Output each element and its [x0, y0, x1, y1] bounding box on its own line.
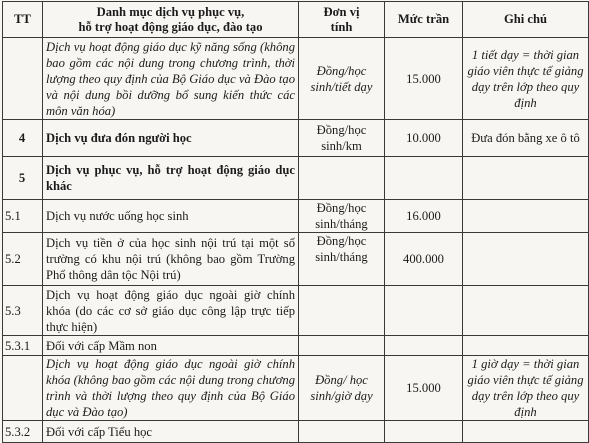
- row-note: [463, 157, 589, 200]
- row-tt: 5.3.2: [3, 421, 43, 443]
- row-unit: [299, 336, 385, 356]
- row-price: 15.000: [385, 38, 463, 120]
- row-note: 1 tiết dạy = thời gian giáo viên thực tế giảng dạy trên lớp theo quy định: [463, 38, 589, 120]
- table-row: [3, 233, 589, 286]
- row-service-name: Dịch vụ nước uống học sinh: [43, 200, 299, 233]
- table-row: [3, 356, 589, 421]
- table-row: [3, 200, 589, 233]
- row-tt: [3, 38, 43, 120]
- header-service-line1: Danh mục dịch vụ phục vụ,: [96, 4, 245, 19]
- row-tt: 4: [3, 120, 43, 157]
- row-tt: 5.1: [3, 200, 43, 233]
- row-service-name: Đối với cấp Tiểu học: [43, 421, 299, 443]
- row-tt: [3, 356, 43, 421]
- header-price: Mức trần: [385, 2, 463, 38]
- fee-table: [2, 1, 589, 443]
- header-service: [43, 2, 299, 38]
- row-note: Đưa đón bằng xe ô tô: [463, 120, 589, 157]
- header-note: Ghi chú: [463, 2, 589, 38]
- row-unit: Đồng/học sinh/km: [299, 120, 385, 157]
- row-unit: Đồng/học sinh/tiết dạy: [299, 38, 385, 120]
- row-service-name: Dịch vụ đưa đón người học: [43, 120, 299, 157]
- row-service-name: Đối với cấp Mầm non: [43, 336, 299, 356]
- row-service-name: Dịch vụ hoạt động giáo dục ngoài giờ chính khóa (do các cơ sở giáo dục công lập trực tiếp thực hiện): [43, 286, 299, 336]
- row-tt: 5: [3, 157, 43, 200]
- row-note: [463, 336, 589, 356]
- row-service-name: Dịch vụ tiền ở của học sinh nội trú tại một số trường có khu nội trú (không bao gồm Trường Phổ thông dân tộc Nội trú): [43, 233, 299, 286]
- row-service-name: Dịch vụ phục vụ, hỗ trợ hoạt động giáo dục khác: [43, 157, 299, 200]
- table-row: [3, 120, 589, 157]
- row-note: [463, 286, 589, 336]
- row-unit: [299, 286, 385, 336]
- row-note: 1 giờ dạy = thời gian giáo viên thực tế giảng dạy trên lớp theo quy định: [463, 356, 589, 421]
- row-price: 16.000: [385, 200, 463, 233]
- table-row: [3, 157, 589, 200]
- row-price: [385, 157, 463, 200]
- header-tt: TT: [3, 2, 43, 38]
- header-service-line2: hỗ trợ hoạt động giáo dục, đào tạo: [78, 19, 263, 34]
- row-unit: Đồng/ học sinh/giờ dạy: [299, 356, 385, 421]
- row-tt: 5.2: [3, 233, 43, 286]
- row-price: 400.000: [385, 233, 463, 286]
- row-price: [385, 336, 463, 356]
- row-service-name: Dịch vụ hoạt động giáo dục kỹ năng sống (không bao gồm các nội dung trong chương trình, thời lượng theo quy định của Bộ Giáo dục và Đào tạo và nội dung bồi dưỡng bổ sung kiến thức các môn văn hóa): [43, 38, 299, 120]
- row-tt: 5.3: [3, 286, 43, 336]
- table-header-row: [3, 2, 589, 38]
- row-service-name: Dịch vụ hoạt động giáo dục ngoài giờ chính khóa (không bao gồm các nội dung trong chương trình và thời lượng theo quy định của Bộ Giáo dục và Đào tạo): [43, 356, 299, 421]
- header-unit-line1: Đơn vị: [323, 4, 360, 19]
- table-row: [3, 286, 589, 336]
- row-note: [463, 233, 589, 286]
- table-row: [3, 38, 589, 120]
- row-unit: Đồng/học sinh/tháng: [299, 233, 385, 286]
- header-unit-line2: tính: [330, 19, 353, 34]
- row-tt: 5.3.1: [3, 336, 43, 356]
- row-unit: [299, 157, 385, 200]
- row-price: 10.000: [385, 120, 463, 157]
- table-row: [3, 336, 589, 356]
- row-unit: Đồng/học sinh/tháng: [299, 200, 385, 233]
- row-price: [385, 286, 463, 336]
- row-note: [463, 200, 589, 233]
- row-price: 15.000: [385, 356, 463, 421]
- header-unit: [299, 2, 385, 38]
